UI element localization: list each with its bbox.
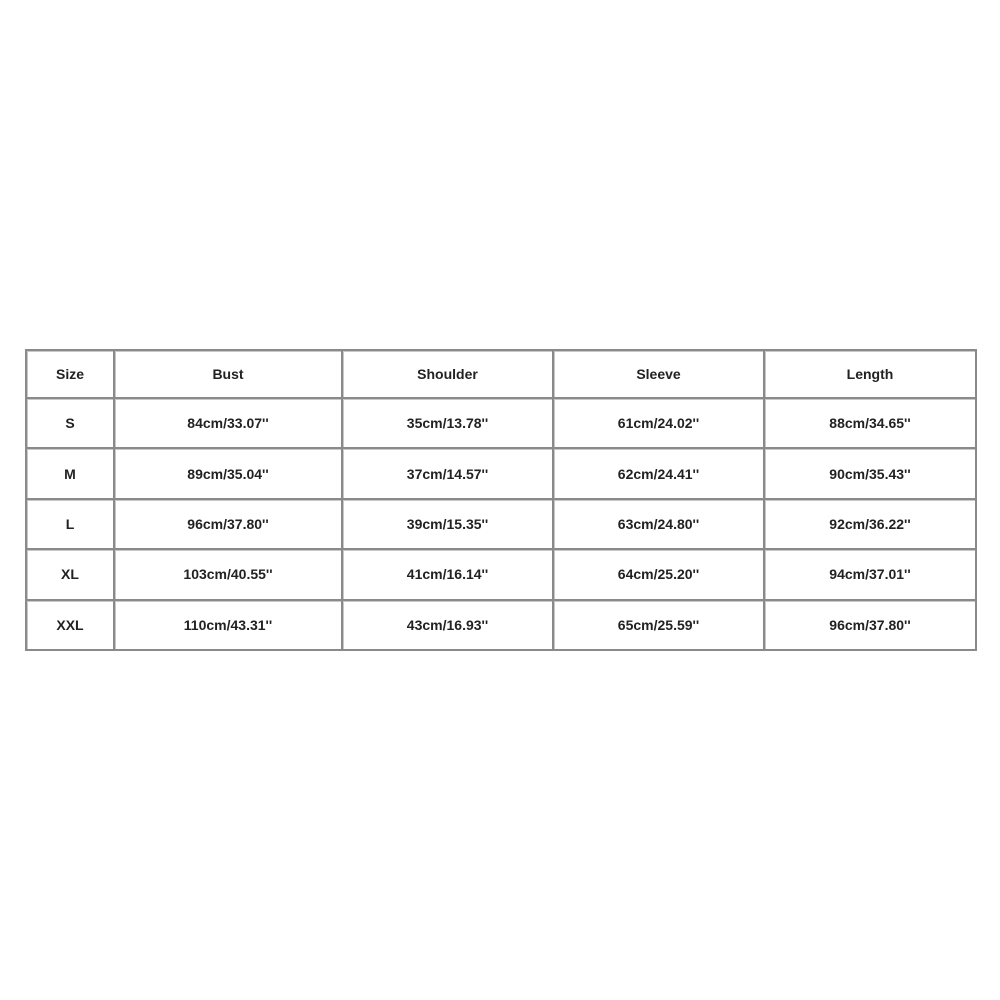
cell-shoulder: 43cm/16.93'' xyxy=(342,600,553,650)
cell-shoulder: 39cm/15.35'' xyxy=(342,499,553,549)
cell-bust: 89cm/35.04'' xyxy=(114,448,342,498)
cell-bust: 96cm/37.80'' xyxy=(114,499,342,549)
cell-bust: 84cm/33.07'' xyxy=(114,398,342,448)
header-bust: Bust xyxy=(114,350,342,398)
table-row xyxy=(26,549,976,599)
table-row xyxy=(26,398,976,448)
cell-size: XXL xyxy=(26,600,114,650)
cell-sleeve: 61cm/24.02'' xyxy=(553,398,764,448)
cell-size: M xyxy=(26,448,114,498)
table-row xyxy=(26,448,976,498)
cell-size: L xyxy=(26,499,114,549)
cell-size: S xyxy=(26,398,114,448)
cell-length: 92cm/36.22'' xyxy=(764,499,976,549)
cell-sleeve: 63cm/24.80'' xyxy=(553,499,764,549)
cell-length: 94cm/37.01'' xyxy=(764,549,976,599)
cell-shoulder: 41cm/16.14'' xyxy=(342,549,553,599)
header-size: Size xyxy=(26,350,114,398)
cell-shoulder: 37cm/14.57'' xyxy=(342,448,553,498)
table-row xyxy=(26,499,976,549)
cell-sleeve: 64cm/25.20'' xyxy=(553,549,764,599)
cell-bust: 103cm/40.55'' xyxy=(114,549,342,599)
cell-length: 96cm/37.80'' xyxy=(764,600,976,650)
table-row xyxy=(26,600,976,650)
header-length: Length xyxy=(764,350,976,398)
cell-bust: 110cm/43.31'' xyxy=(114,600,342,650)
size-chart-table xyxy=(25,349,977,651)
cell-length: 88cm/34.65'' xyxy=(764,398,976,448)
cell-size: XL xyxy=(26,549,114,599)
cell-shoulder: 35cm/13.78'' xyxy=(342,398,553,448)
header-shoulder: Shoulder xyxy=(342,350,553,398)
cell-sleeve: 65cm/25.59'' xyxy=(553,600,764,650)
header-sleeve: Sleeve xyxy=(553,350,764,398)
header-row xyxy=(26,350,976,398)
cell-length: 90cm/35.43'' xyxy=(764,448,976,498)
cell-sleeve: 62cm/24.41'' xyxy=(553,448,764,498)
